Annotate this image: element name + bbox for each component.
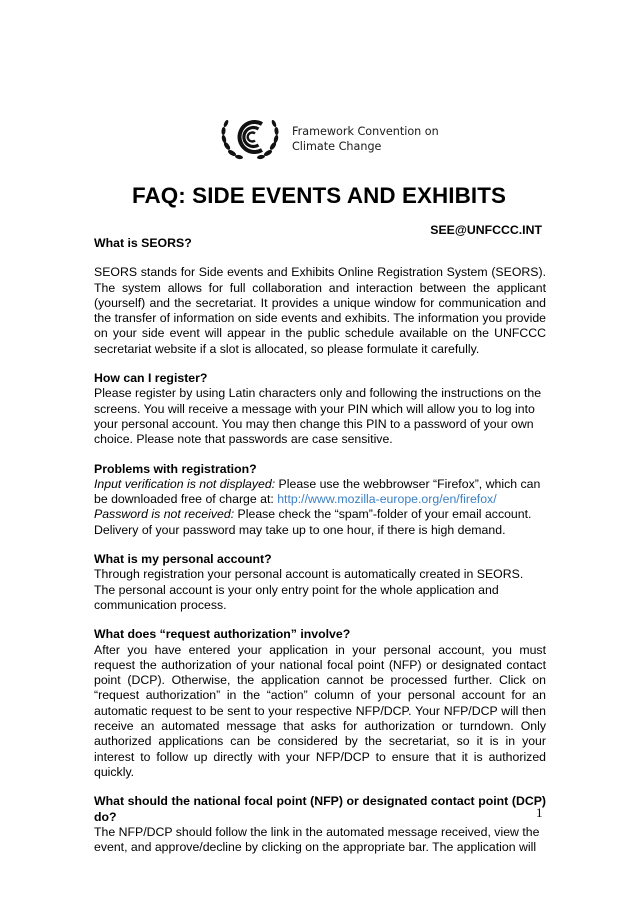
answer-problems-1 — [94, 477, 546, 508]
answer-problems-2 — [94, 507, 546, 538]
unfccc-logo — [219, 113, 281, 163]
answer-authorization: After you have entered your application in your personal account, you must request the authorization of your national focal point (NFP) or designated contact point (DCP). Otherwise, the application cannot be processed further. Click on “request authorization” in the “action” column of your personal account for an automatic request to be sent to your respective NFP/DCP. Your NFP/DCP will then receive an automated message that asks for authorization or turndown. Only authorized applications can be considered by the secretariat, so it is in your interest to follow up directly with your NFP/DCP to ensure that it is authorized quickly. — [94, 642, 546, 779]
answer-register: Please register by using Latin characters only and following the instructions on the screens. You will receive a message with your PIN which will allow you to log into your personal account. You may then change this PIN to a password of your own choice. Please note that passwords are case sensitive. — [94, 386, 542, 447]
logo-line-1: Framework Convention on — [292, 125, 439, 138]
question-nfp: What should the national focal point (NFP) or designated contact point (DCP) do? — [94, 794, 546, 824]
page-title: FAQ: SIDE EVENTS AND EXHIBITS — [131, 183, 507, 208]
question-seors: What is SEORS? — [94, 236, 192, 250]
contact-email: SEE@UNFCCC.INT — [430, 223, 542, 237]
answer-account: Through registration your personal account is automatically created in SEORS. The personal account is your only entry point for the whole application and communication process. — [94, 567, 524, 612]
answer-nfp: The NFP/DCP should follow the link in the automated message received, view the event, and approve/decline by clicking on the appropriate bar. The application will — [94, 824, 540, 855]
problem-text-verification: Please use the webbrowser “Firefox”, which can be downloaded free of charge at: — [94, 476, 541, 507]
logo-line-2: Climate Change — [292, 140, 382, 153]
problem-label-password: Password is not received: — [94, 507, 235, 522]
answer-seors: SEORS stands for Side events and Exhibits Online Registration System (SEORS). The system allows for full collaboration and interaction between the applicant (yourself) and the secretariat. It provides a unique window for communication and the transfer of information on side events and exhibits. The information you provide on your side event will appear in the public schedule available on the UNFCCC secretariat website if a slot is allocated, so please formulate it carefully. — [94, 265, 546, 356]
logo-wordmark — [292, 124, 439, 154]
problem-text-password: Please check the “spam”-folder of your email account. Delivery of your password may take up to one hour, if there is high demand. — [94, 507, 532, 537]
question-register: How can I register? — [94, 371, 208, 386]
firefox-download-link[interactable]: http://www.mozilla-europe.org/en/firefox/ — [277, 492, 497, 507]
faq-content — [94, 236, 546, 855]
problem-label-verification: Input verification is not displayed: — [94, 476, 276, 491]
question-account: What is my personal account? — [94, 552, 272, 567]
question-authorization: What does “request authorization” involve? — [94, 627, 351, 642]
page-number: 1 — [536, 805, 543, 820]
question-problems: Problems with registration? — [94, 461, 257, 476]
